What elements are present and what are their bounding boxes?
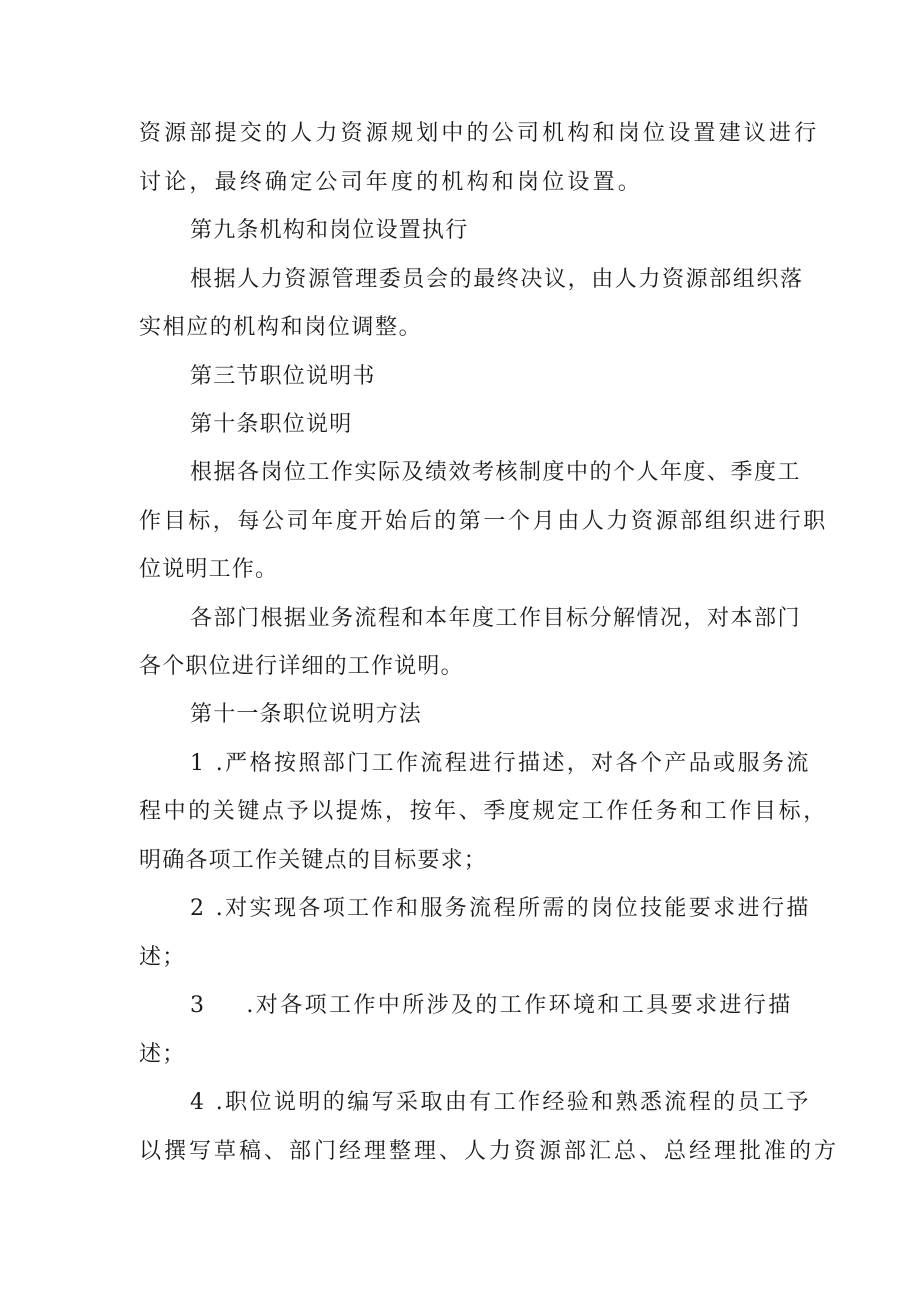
article-heading: 第十一条职位说明方法 bbox=[190, 702, 423, 727]
list-item-text: .对各项工作中所涉及的工作环境和工具要求进行描 bbox=[246, 993, 793, 1018]
paragraph-line: 各部门根据业务流程和本年度工作目标分解情况，对本部门 bbox=[190, 606, 802, 631]
list-item-line bbox=[190, 991, 793, 1021]
paragraph-line: 各个职位进行详细的工作说明。 bbox=[139, 654, 464, 679]
list-item-line: 4 .职位说明的编写采取由有工作经验和熟悉流程的员工予 bbox=[190, 1090, 811, 1115]
paragraph-line: 作目标，每公司年度开始后的第一个月由人力资源部组织进行职 bbox=[139, 509, 828, 534]
list-item-line: 程中的关键点予以提炼，按年、季度规定工作任务和工作目标， bbox=[139, 799, 828, 824]
section-heading: 第三节职位说明书 bbox=[190, 364, 376, 389]
list-item-number: 3 bbox=[190, 993, 207, 1018]
paragraph-line: 实相应的机构和岗位调整。 bbox=[139, 315, 423, 340]
paragraph-line: 位说明工作。 bbox=[139, 557, 279, 582]
paragraph-line: 讨论，最终确定公司年度的机构和岗位设置。 bbox=[139, 170, 644, 195]
list-item-line: 以撰写草稿、部门经理整理、人力资源部汇总、总经理批准的方 bbox=[139, 1139, 840, 1164]
list-item-line: 述； bbox=[139, 1042, 186, 1067]
list-item-line: 1 .严格按照部门工作流程进行描述，对各个产品或服务流 bbox=[190, 751, 811, 776]
list-item-line: 2 .对实现各项工作和服务流程所需的岗位技能要求进行描 bbox=[190, 896, 811, 921]
article-heading: 第九条机构和岗位设置执行 bbox=[190, 218, 469, 243]
paragraph-line: 根据各岗位工作实际及绩效考核制度中的个人年度、季度工 bbox=[190, 460, 802, 485]
list-item-line: 明确各项工作关键点的目标要求； bbox=[139, 848, 488, 873]
list-item-line: 述； bbox=[139, 945, 186, 970]
paragraph-line: 根据人力资源管理委员会的最终决议，由人力资源部组织落 bbox=[190, 267, 804, 292]
paragraph-line: 资源部提交的人力资源规划中的公司机构和岗位设置建议进行 bbox=[139, 121, 820, 146]
article-heading: 第十条职位说明 bbox=[190, 412, 353, 437]
